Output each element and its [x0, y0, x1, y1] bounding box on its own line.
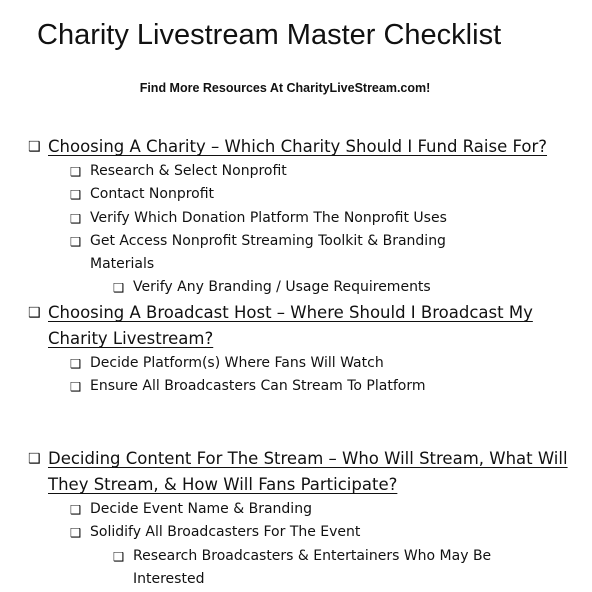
checkbox-icon[interactable]: ❑: [70, 187, 82, 203]
page-title: Charity Livestream Master Checklist: [37, 19, 502, 51]
checklist-item: [28, 375, 588, 398]
checklist-item-label: Research & Select Nonprofit: [90, 163, 287, 179]
checklist-item-label: Verify Which Donation Platform The Nonprofit Uses: [90, 209, 447, 226]
checklist: [28, 160, 588, 300]
section-deciding-content: [28, 446, 588, 591]
section-heading: [28, 446, 588, 498]
checklist-item-label: Decide Event Name & Branding: [90, 501, 312, 517]
checklist-item-label: Research Broadcasters & Entertainers Who May Be Interested: [133, 547, 492, 587]
checklist-item-label: Decide Platform(s) Where Fans Will Watch: [90, 355, 384, 371]
checkbox-icon[interactable]: ❑: [70, 379, 82, 395]
checkbox-icon[interactable]: ❑: [70, 164, 82, 179]
checklist-subitem: [28, 276, 588, 299]
section-broadcast-host: [28, 300, 588, 399]
checklist-item-label: Verify Any Branding / Usage Requirements: [133, 279, 431, 296]
checklist-item: [28, 207, 588, 230]
section-heading-text: Choosing A Broadcast Host – Where Should I Broadcast My Charity Livestream?: [48, 303, 533, 348]
checklist-item: [28, 230, 588, 277]
checkbox-icon[interactable]: ❑: [28, 451, 41, 467]
checkbox-icon[interactable]: ❑: [113, 548, 125, 564]
checkbox-icon[interactable]: ❑: [70, 502, 82, 517]
checklist-item: [28, 498, 588, 521]
checkbox-icon[interactable]: ❑: [70, 210, 82, 226]
checklist-item-label: Get Access Nonprofit Streaming Toolkit & Branding Materials: [90, 232, 446, 273]
section-heading-text: Choosing A Charity – Which Charity Should I Fund Raise For?: [48, 137, 548, 156]
checklist: [28, 498, 588, 591]
checklist-item-label: Solidify All Broadcasters For The Event: [90, 524, 361, 541]
checklist-subitem: [28, 545, 588, 592]
section-choosing-charity: [28, 134, 588, 300]
checklist: [28, 352, 588, 399]
checklist-item-label: Ensure All Broadcasters Can Stream To Platform: [90, 378, 426, 395]
checkbox-icon[interactable]: ❑: [70, 525, 82, 541]
section-heading: [28, 134, 588, 160]
checkbox-icon[interactable]: ❑: [70, 233, 82, 249]
checklist-item: [28, 352, 588, 375]
section-heading-text: Deciding Content For The Stream – Who Will Stream, What Will They Stream, & How Will Fans Participate?: [48, 449, 568, 494]
checkbox-icon[interactable]: ❑: [70, 356, 82, 371]
checklist-item-label: Contact Nonprofit: [90, 186, 215, 203]
resources-subtitle: Find More Resources At CharityLiveStream.com!: [139, 81, 431, 95]
checklist-item: [28, 521, 588, 544]
checkbox-icon[interactable]: ❑: [113, 280, 125, 296]
checklist-item: [28, 160, 588, 183]
section-heading: [28, 300, 588, 352]
checklist-item: [28, 183, 588, 206]
checkbox-icon[interactable]: ❑: [28, 139, 41, 155]
checkbox-icon[interactable]: ❑: [28, 305, 41, 321]
